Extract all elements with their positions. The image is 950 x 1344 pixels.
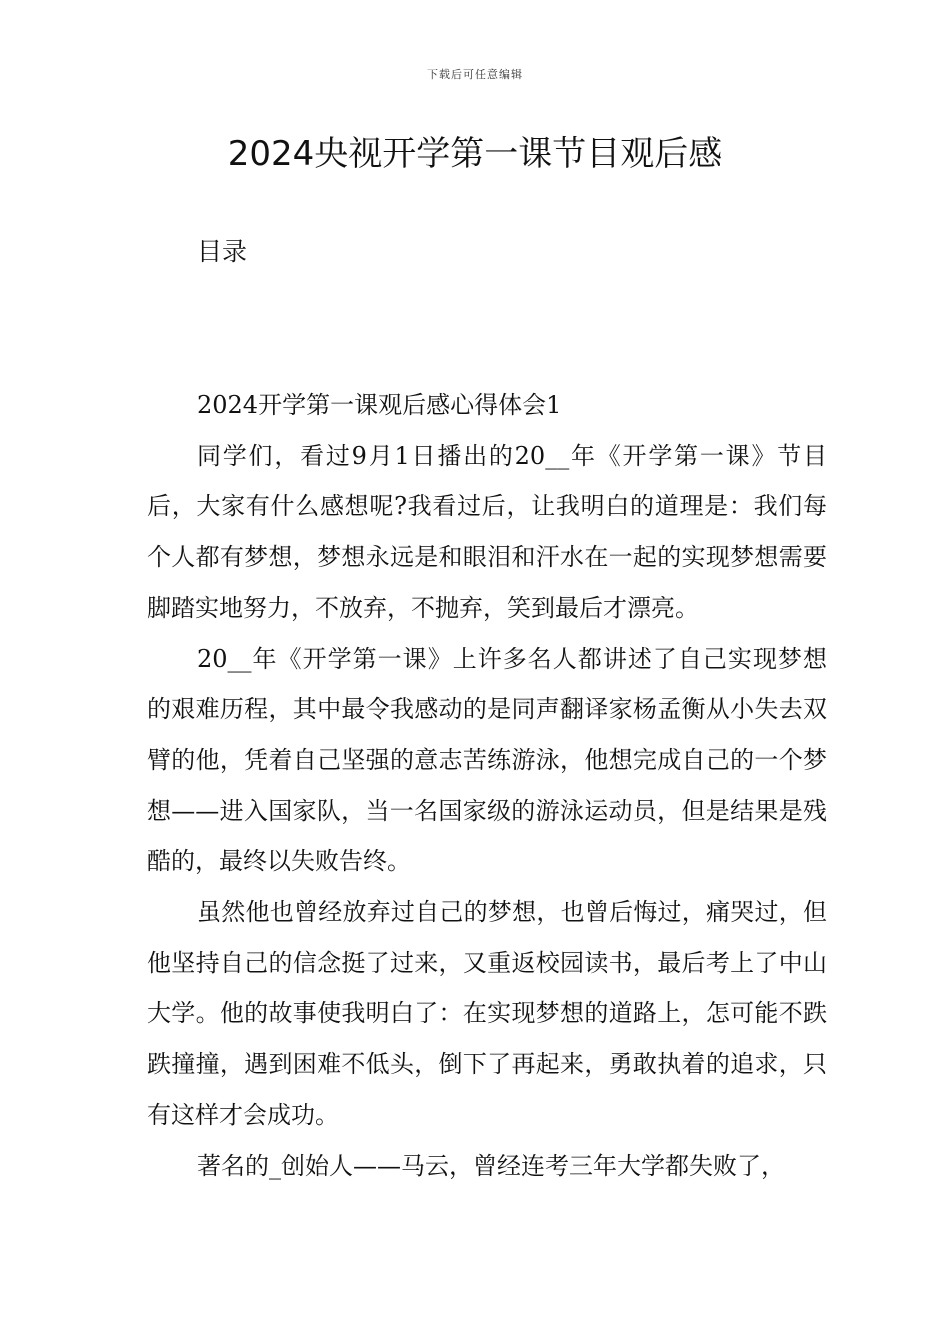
section-heading: 2024开学第一课观后感心得体会1 bbox=[197, 391, 562, 419]
paragraph: 虽然他也曾经放弃过自己的梦想，也曾后悔过，痛哭过，但他坚持自己的信念挺了过来，又重返校园读书，最后考上了中山大学。他的故事使我明白了：在实现梦想的道路上，怎可能不跌跌撞撞，遇到困难不低头，倒下了再起来，勇敢执着的追求，只有这样才会成功。 bbox=[147, 898, 827, 1129]
paragraph: 同学们，看过9月1日播出的20__年《开学第一课》节目后，大家有什么感想呢?我看过后，让我明白的道理是：我们每个人都有梦想，梦想永远是和眼泪和汗水在一起的实现梦想需要脚踏实地努力，不放弃，不抛弃，笑到最后才漂亮。 bbox=[147, 441, 827, 622]
toc-label: 目录 bbox=[197, 237, 248, 266]
paragraph: 著名的_创始人——马云，曾经连考三年大学都失败了， bbox=[197, 1151, 785, 1180]
document-body bbox=[147, 380, 827, 1191]
document-title: 2024央视开学第一课节目观后感 bbox=[227, 134, 723, 174]
paragraph: 20__年《开学第一课》上许多名人都讲述了自己实现梦想的艰难历程，其中最令我感动的是同声翻译家杨孟衡从小失去双臂的他，凭着自己坚强的意志苦练游泳，他想完成自己的一个梦想——进入国家队，当一名国家级的游泳运动员，但是结果是残酷的，最终以失败告终。 bbox=[147, 644, 827, 876]
header-note: 下载后可任意编辑 bbox=[427, 68, 523, 81]
